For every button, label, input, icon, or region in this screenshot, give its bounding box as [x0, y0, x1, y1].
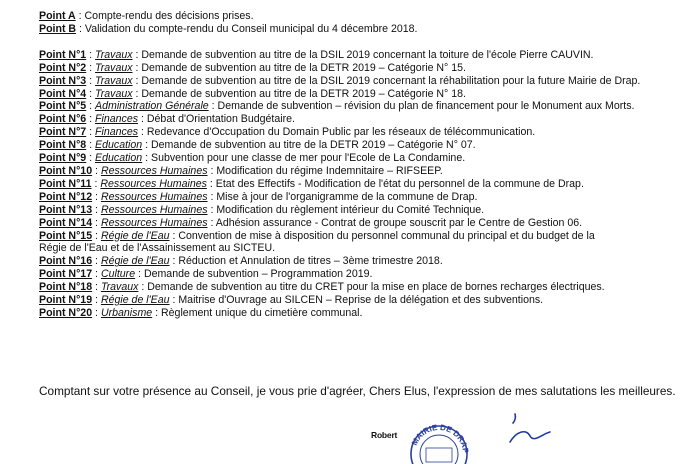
- item-separator: :: [86, 61, 96, 74]
- item-separator: :: [92, 229, 101, 242]
- item-category: Régie de l'Eau: [100, 255, 170, 268]
- item-category: Education: [95, 139, 143, 152]
- item-code: Point N°9: [39, 152, 87, 165]
- item-code: Point N°12: [39, 190, 93, 203]
- agenda-item-4: Point N°4 : Travaux : Demande de subvention au titre de la DETR 2019 – Catégorie N° 18.: [39, 87, 466, 100]
- item-code: Point N°17: [39, 268, 93, 281]
- item-category: Urbanisme: [100, 306, 153, 319]
- item-code: Point N°2: [39, 61, 87, 74]
- agenda-item-5: Point N°5 : Administration Générale : Demande de subvention – révision du plan de financement pour le Monument aux Morts.: [39, 100, 635, 113]
- item-category: Culture: [100, 268, 136, 281]
- item-text: Règlement unique du cimetière communal.: [161, 306, 363, 319]
- item-category: Ressources Humaines: [100, 164, 208, 177]
- item-text: Maitrise d'Ouvrage au SILCEN – Reprise de la délégation et des subventions.: [178, 294, 544, 307]
- item-category: Travaux: [95, 48, 133, 61]
- item-separator: :: [86, 126, 96, 139]
- agenda-item-7: Point N°7 : Finances : Redevance d'Occupation du Domain Public par les réseaux de télécommunication.: [39, 126, 536, 139]
- item-separator: :: [86, 48, 96, 61]
- item-text: Modification du règlement intérieur du Comité Technique.: [216, 203, 485, 216]
- item-category: Travaux: [95, 74, 133, 87]
- item-code: Point N°19: [39, 294, 93, 307]
- item-separator: :: [92, 281, 101, 294]
- agenda-item-1: Point N°1 : Travaux : Demande de subvention au titre de la DSIL 2019 concernant la toiture de l'école Pierre CAUVIN.: [39, 48, 594, 61]
- item-code: Point N°18: [39, 281, 93, 294]
- signature-icon: [480, 406, 560, 446]
- item-category: Administration Générale: [95, 100, 209, 113]
- item-text: Demande de subvention au titre de la DETR 2019 – Catégorie N° 15.: [141, 61, 466, 74]
- item-code: Point N°8: [39, 139, 87, 152]
- item-text: Compte-rendu des décisions prises.: [84, 10, 254, 22]
- item-code: Point N°6: [39, 113, 87, 126]
- item-code: Point N°3: [39, 74, 87, 87]
- item-category: Régie de l'Eau: [100, 294, 170, 307]
- item-category: Travaux: [100, 281, 139, 294]
- item-text: Demande de subvention au titre de la DETR 2019 – Catégorie N° 07.: [151, 139, 476, 152]
- spacer: [39, 36, 694, 49]
- item-text: Redevance d'Occupation du Domain Public par les réseaux de télécommunication.: [146, 126, 536, 139]
- item-text: Réduction et Annulation de titres – 3ème trimestre 2018.: [178, 255, 443, 268]
- agenda-item-10: Point N°10 : Ressources Humaines : Modification du régime Indemnitaire – RIFSEEP.: [39, 164, 443, 177]
- agenda-item-16: Point N°16 : Régie de l'Eau : Réduction et Annulation de titres – 3ème trimestre 2018.: [39, 255, 443, 268]
- item-separator: :: [92, 164, 101, 177]
- item-text: Demande de subvention au titre de la DETR 2019 – Catégorie N° 18.: [141, 87, 466, 100]
- closing-paragraph: Comptant sur votre présence au Conseil, je vous prie d'agréer, Chers Elus, l'expression de mes salutations les meilleures.: [39, 384, 676, 398]
- item-category: Régie de l'Eau: [100, 229, 170, 242]
- item-text: Convention de mise à disposition du personnel communal du principal et du budget de la Régie de l'Eau et de l'Assainissement au SICTEU.: [39, 229, 595, 255]
- item-code: Point N°16: [39, 255, 93, 268]
- item-category: Education: [95, 152, 143, 165]
- item-text: Modification du régime Indemnitaire – RIFSEEP.: [216, 164, 443, 177]
- item-code: Point N°13: [39, 203, 93, 216]
- item-code: Point N°15: [39, 229, 93, 242]
- item-separator: :: [86, 113, 96, 126]
- item-text: Débat d'Orientation Budgétaire.: [146, 113, 295, 126]
- mairie-stamp-icon: [404, 418, 474, 464]
- item-category: Ressources Humaines: [100, 190, 208, 203]
- agenda-item-19: Point N°19 : Régie de l'Eau : Maitrise d'Ouvrage au SILCEN – Reprise de la délégation et des subventions.: [39, 294, 544, 307]
- agenda-item-8: Point N°8 : Education : Demande de subvention au titre de la DETR 2019 – Catégorie N° 07.: [39, 139, 476, 152]
- agenda-item-17: Point N°17 : Culture : Demande de subvention – Programmation 2019.: [39, 268, 373, 281]
- item-separator: :: [75, 10, 85, 22]
- item-separator: :: [86, 87, 96, 100]
- item-text: Adhésion assurance - Contrat de groupe souscrit par le Centre de Gestion 06.: [215, 216, 583, 229]
- item-text: Validation du compte-rendu du Conseil municipal du 4 décembre 2018.: [84, 22, 418, 35]
- item-category: Ressources Humaines: [100, 216, 208, 229]
- agenda-item-b: [39, 23, 694, 36]
- agenda-item-9: Point N°9 : Education : Subvention pour une classe de mer pour l'Ecole de La Condamine.: [39, 152, 466, 165]
- item-separator: :: [91, 177, 101, 190]
- item-separator: :: [92, 268, 101, 281]
- item-separator: :: [92, 294, 101, 307]
- item-text: Subvention pour une classe de mer pour l'Ecole de La Condamine.: [151, 152, 466, 165]
- item-category: Ressources Humaines: [100, 203, 208, 216]
- item-separator: :: [92, 203, 101, 216]
- item-code: Point N°4: [39, 87, 87, 100]
- item-category: Finances: [95, 126, 139, 139]
- item-code: Point B: [39, 22, 77, 35]
- item-code: Point N°1: [39, 48, 87, 61]
- agenda-item-14: Point N°14 : Ressources Humaines : Adhésion assurance - Contrat de groupe souscrit par le Centre de Gestion 06.: [39, 216, 583, 229]
- item-separator: :: [86, 74, 96, 87]
- item-text: Demande de subvention au titre du CRET pour la mise en place de bornes recharges électriques.: [147, 281, 605, 294]
- item-text: Etat des Effectifs - Modification de l'état du personnel de la commune de Drap.: [215, 177, 584, 190]
- agenda-item-15: Point N°15 : Régie de l'Eau : Convention de mise à disposition du personnel communal du principal et du budget de la Régie de l'Eau et de l'Assainissement au SICTEU.: [39, 229, 595, 255]
- item-text: Demande de subvention – Programmation 2019.: [143, 268, 373, 281]
- agenda-item-3: Point N°3 : Travaux : Demande de subvention au titre de la DSIL 2019 concernant la réhabilitation pour la future Mairie de Drap.: [39, 74, 641, 87]
- item-category: Finances: [95, 113, 139, 126]
- item-separator: :: [86, 100, 96, 113]
- agenda-item-13: Point N°13 : Ressources Humaines : Modification du règlement intérieur du Comité Technique.: [39, 203, 485, 216]
- item-code: Point N°20: [39, 306, 93, 319]
- item-code: Point N°11: [39, 177, 92, 190]
- item-code: Point N°7: [39, 126, 87, 139]
- item-code: Point A: [39, 10, 76, 22]
- item-text: Demande de subvention – révision du plan de financement pour le Monument aux Morts.: [217, 100, 635, 113]
- item-text: Mise à jour de l'organigramme de la commune de Drap.: [216, 190, 478, 203]
- svg-text:MAIRIE DE DRAP: [410, 423, 470, 455]
- agenda-item-a: [39, 10, 694, 23]
- item-separator: :: [86, 139, 96, 152]
- item-code: Point N°5: [39, 100, 87, 113]
- item-code: Point N°10: [39, 164, 93, 177]
- item-category: Travaux: [95, 87, 133, 100]
- signer-name: Robert: [371, 430, 398, 440]
- agenda-item-11: Point N°11 : Ressources Humaines : Etat des Effectifs - Modification de l'état du personnel de la commune de Drap.: [39, 177, 584, 190]
- stamp-text: MAIRIE DE DRAP: [409, 422, 471, 454]
- agenda-item-2: Point N°2 : Travaux : Demande de subvention au titre de la DETR 2019 – Catégorie N° 15.: [39, 61, 466, 74]
- agenda-list: [39, 10, 694, 320]
- agenda-item-18: Point N°18 : Travaux : Demande de subvention au titre du CRET pour la mise en place de bornes recharges électriques.: [39, 281, 605, 294]
- item-separator: :: [92, 255, 101, 268]
- item-text: Demande de subvention au titre de la DSIL 2019 concernant la toiture de l'école Pierre CAUVIN.: [141, 48, 594, 61]
- agenda-item-6: Point N°6 : Finances : Débat d'Orientation Budgétaire.: [39, 113, 295, 126]
- item-category: Ressources Humaines: [100, 177, 207, 190]
- item-category: Travaux: [95, 61, 133, 74]
- item-text: Demande de subvention au titre de la DSIL 2019 concernant la réhabilitation pour la future Mairie de Drap.: [141, 74, 641, 87]
- item-separator: :: [92, 190, 101, 203]
- agenda-item-20: Point N°20 : Urbanisme : Règlement unique du cimetière communal.: [39, 306, 363, 319]
- agenda-item-12: Point N°12 : Ressources Humaines : Mise à jour de l'organigramme de la commune de Drap.: [39, 190, 478, 203]
- item-separator: :: [76, 22, 85, 35]
- item-separator: :: [86, 152, 96, 165]
- item-code: Point N°14: [39, 216, 93, 229]
- item-separator: :: [92, 216, 101, 229]
- item-separator: :: [92, 306, 101, 319]
